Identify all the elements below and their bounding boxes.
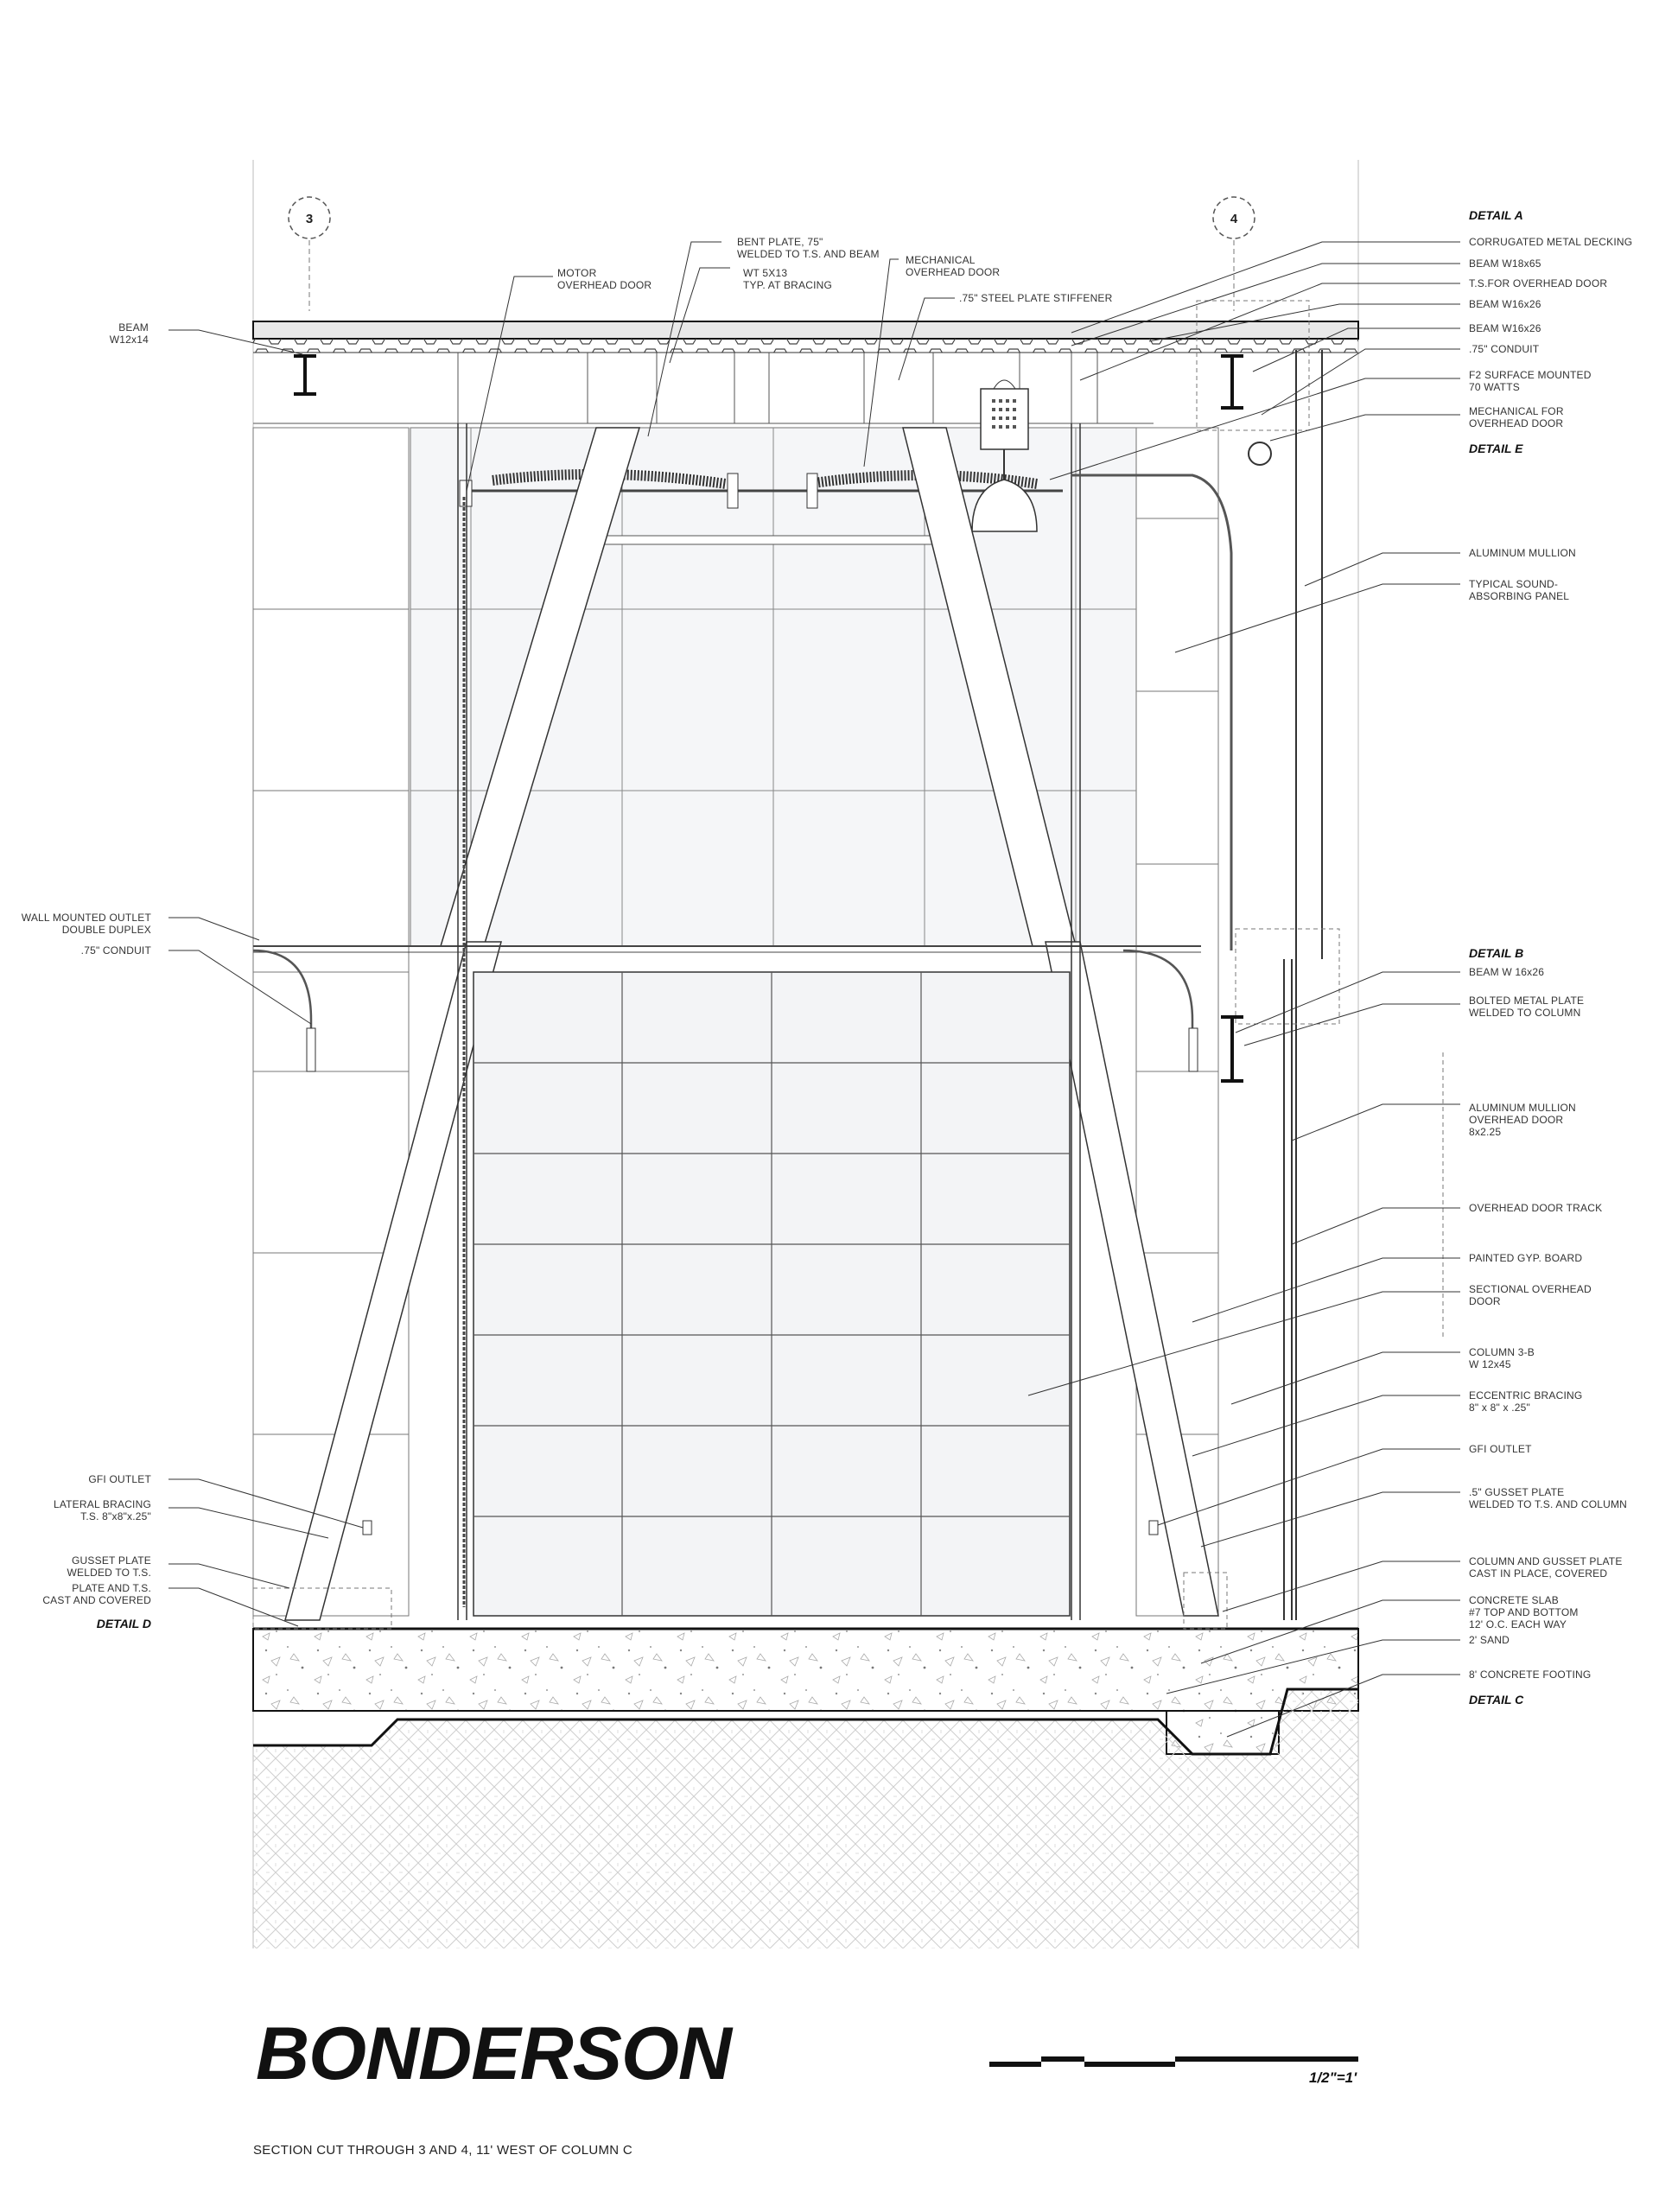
label-sound-panel-line1: TYPICAL SOUND-: [1469, 578, 1559, 590]
label-f2-line2: 70 WATTS: [1469, 381, 1520, 393]
gfi-outlet-right: [1149, 1521, 1158, 1535]
grid-marker-3: [289, 197, 330, 311]
label-motor-line1: MOTOR: [557, 267, 597, 279]
scale-bar: [989, 2056, 1358, 2067]
pulley: [1249, 442, 1271, 465]
label-bolted-line2: WELDED TO COLUMN: [1469, 1007, 1581, 1019]
outlet-left: [307, 1028, 315, 1071]
label-mech-right-line2: OVERHEAD DOOR: [1469, 417, 1564, 429]
grid-marker-4: [1213, 197, 1255, 311]
label-beam-w16-2: BEAM W16x26: [1469, 322, 1541, 334]
label-col-gusset-line2: CAST IN PLACE, COVERED: [1469, 1567, 1608, 1580]
concrete-slab: [253, 1629, 1358, 1711]
label-gyp-board: PAINTED GYP. BOARD: [1469, 1252, 1583, 1264]
label-gfi-right: GFI OUTLET: [1469, 1443, 1532, 1455]
label-wt-line2: TYP. AT BRACING: [743, 279, 833, 291]
label-gusset-right-line2: WELDED TO T.S. AND COLUMN: [1469, 1498, 1628, 1510]
label-plate-ts-line2: CAST AND COVERED: [42, 1594, 151, 1606]
grid-label-4: 4: [1230, 212, 1238, 226]
label-gusset-left-line2: WELDED TO T.S.: [67, 1567, 151, 1579]
detail-a-label: DETAIL A: [1469, 208, 1523, 222]
label-gusset-left-line1: GUSSET PLATE: [72, 1554, 151, 1567]
label-beam-w16-b: BEAM W 16x26: [1469, 966, 1545, 978]
label-footing: 8' CONCRETE FOOTING: [1469, 1669, 1592, 1681]
label-aluminum-mullion: ALUMINUM MULLION: [1469, 547, 1576, 559]
label-alu-od-line1: ALUMINUM MULLION: [1469, 1102, 1576, 1114]
detail-c-label: DETAIL C: [1469, 1693, 1524, 1707]
label-gusset-right-line1: .5" GUSSET PLATE: [1469, 1486, 1565, 1498]
grid-label-3: 3: [305, 212, 314, 226]
outlet-right: [1189, 1028, 1198, 1071]
roof-deck: [253, 321, 1358, 353]
label-column-line2: W 12x45: [1469, 1358, 1511, 1370]
label-slab-line1: CONCRETE SLAB: [1469, 1594, 1559, 1606]
label-eccentric-line1: ECCENTRIC BRACING: [1469, 1389, 1583, 1402]
label-bent-plate-line1: BENT PLATE, 75": [737, 236, 823, 248]
column-3b: [1284, 350, 1322, 1620]
label-stiffener: .75" STEEL PLATE STIFFENER: [959, 292, 1113, 304]
label-mech-top-line1: MECHANICAL: [906, 254, 976, 266]
sectional-overhead-door: [474, 972, 1070, 1616]
label-od-track: OVERHEAD DOOR TRACK: [1469, 1202, 1603, 1214]
label-sectional-line1: SECTIONAL OVERHEAD: [1469, 1283, 1592, 1295]
label-alu-od-line2: OVERHEAD DOOR: [1469, 1114, 1564, 1126]
label-motor-line2: OVERHEAD DOOR: [557, 279, 652, 291]
label-column-line1: COLUMN 3-B: [1469, 1346, 1535, 1358]
label-plate-ts-line1: PLATE AND T.S.: [72, 1582, 151, 1594]
label-sectional-line2: DOOR: [1469, 1295, 1501, 1307]
label-alu-od-line3: 8x2.25: [1469, 1126, 1502, 1138]
label-conduit-left: .75" CONDUIT: [80, 944, 151, 957]
label-wall-outlet-line2: DOUBLE DUPLEX: [61, 924, 151, 936]
label-mech-top-line2: OVERHEAD DOOR: [906, 266, 1001, 278]
label-bolted-line1: BOLTED METAL PLATE: [1469, 995, 1585, 1007]
conduit-left: [253, 950, 311, 1071]
project-title: BONDERSON: [256, 2012, 732, 2095]
label-lateral-line2: T.S. 8"x8"x.25": [80, 1510, 151, 1522]
detail-d-label: DETAIL D: [96, 1617, 151, 1630]
detail-b-label: DETAIL B: [1469, 946, 1524, 960]
mechanical-motor-unit: [981, 380, 1028, 449]
label-mech-right-line1: MECHANICAL FOR: [1469, 405, 1564, 417]
label-wt-line1: WT 5X13: [743, 267, 788, 279]
label-bent-plate-line2: WELDED TO T.S. AND BEAM: [737, 248, 880, 260]
label-lateral-line1: LATERAL BRACING: [53, 1498, 151, 1510]
label-f2-line1: F2 SURFACE MOUNTED: [1469, 369, 1592, 381]
gfi-outlet-left: [363, 1521, 372, 1535]
label-slab-line3: 12' O.C. EACH WAY: [1469, 1618, 1567, 1630]
label-beam-left-line2: W12x14: [109, 334, 149, 346]
label-ts-overhead: T.S.FOR OVERHEAD DOOR: [1469, 277, 1608, 289]
label-conduit-top: .75" CONDUIT: [1469, 343, 1540, 355]
label-col-gusset-line1: COLUMN AND GUSSET PLATE: [1469, 1555, 1623, 1567]
label-sound-panel-line2: ABSORBING PANEL: [1469, 590, 1570, 602]
sound-panels-left: [253, 428, 409, 1616]
label-wall-outlet-line1: WALL MOUNTED OUTLET: [21, 912, 151, 924]
label-beam-w18: BEAM W18x65: [1469, 257, 1541, 270]
scale-label: 1/2"=1': [1309, 2069, 1357, 2086]
label-gfi-left: GFI OUTLET: [88, 1473, 151, 1485]
label-corrugated-decking: CORRUGATED METAL DECKING: [1469, 236, 1633, 248]
beam-left-section: [294, 354, 316, 396]
label-beam-w16-1: BEAM W16x26: [1469, 298, 1541, 310]
conduit-right: [1123, 950, 1192, 1071]
sheet-caption: SECTION CUT THROUGH 3 AND 4, 11' WEST OF COLUMN C: [253, 2143, 633, 2158]
label-slab-line2: #7 TOP AND BOTTOM: [1469, 1606, 1579, 1618]
label-sand: 2' SAND: [1469, 1634, 1510, 1646]
detail-e-label: DETAIL E: [1469, 442, 1523, 455]
label-beam-left-line1: BEAM: [118, 321, 149, 334]
label-eccentric-line2: 8" x 8" x .25": [1469, 1402, 1530, 1414]
